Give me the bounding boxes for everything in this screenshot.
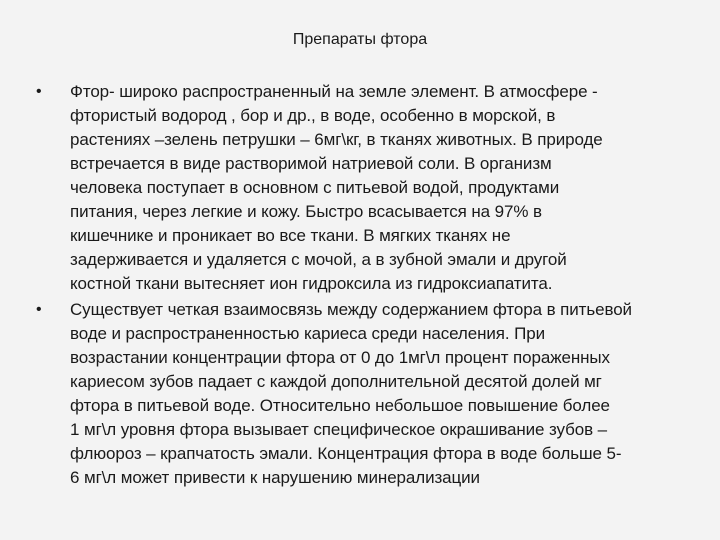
slide-body (36, 80, 686, 492)
text-line: кариесом зубов падает с каждой дополнительной десятой долей мг (70, 372, 602, 391)
paragraph-text (70, 80, 686, 296)
paragraph-text (70, 298, 686, 490)
text-line: человека поступает в основном с питьевой водой, продуктами (70, 178, 560, 197)
text-line: Существует четкая взаимосвязь между содержанием фтора в питьевой (70, 300, 632, 319)
text-line: 1 мг\л уровня фтора вызывает специфическое окрашивание зубов – (70, 420, 607, 439)
bullet-item-fluorine-description (36, 80, 686, 296)
text-line: питания, через легкие и кожу. Быстро всасывается на 97% в (70, 202, 542, 221)
text-line: задерживается и удаляется с мочой, а в зубной эмали и другой (70, 250, 567, 269)
text-line: Фтор- широко распространенный на земле элемент. В атмосфере - (70, 82, 598, 101)
text-line: фтористый водород , бор и др., в воде, особенно в морской, в (70, 106, 556, 125)
text-line: кишечнике и проникает во все ткани. В мягких тканях не (70, 226, 511, 245)
text-line: 6 мг\л может привести к нарушению минерализации (70, 468, 480, 487)
text-line: костной ткани вытесняет ион гидроксила из гидроксиапатита. (70, 274, 553, 293)
bullet-list (36, 80, 686, 490)
text-line: растениях –зелень петрушки – 6мг\кг, в тканях животных. В природе (70, 130, 603, 149)
text-line: флюороз – крапчатость эмали. Концентрация фтора в воде больше 5- (70, 444, 622, 463)
text-line: встречается в виде растворимой натриевой соли. В организм (70, 154, 552, 173)
slide-title: Препараты фтора (292, 31, 428, 48)
text-line: возрастании концентрации фтора от 0 до 1мг\л процент пораженных (70, 348, 610, 367)
bullet-icon: • (36, 301, 42, 318)
bullet-icon: • (36, 83, 42, 100)
bullet-item-fluorine-caries (36, 298, 686, 490)
text-line: воде и распространенностью кариеса среди населения. При (70, 324, 545, 343)
text-line: фтора в питьевой воде. Относительно небольшое повышение более (70, 396, 610, 415)
